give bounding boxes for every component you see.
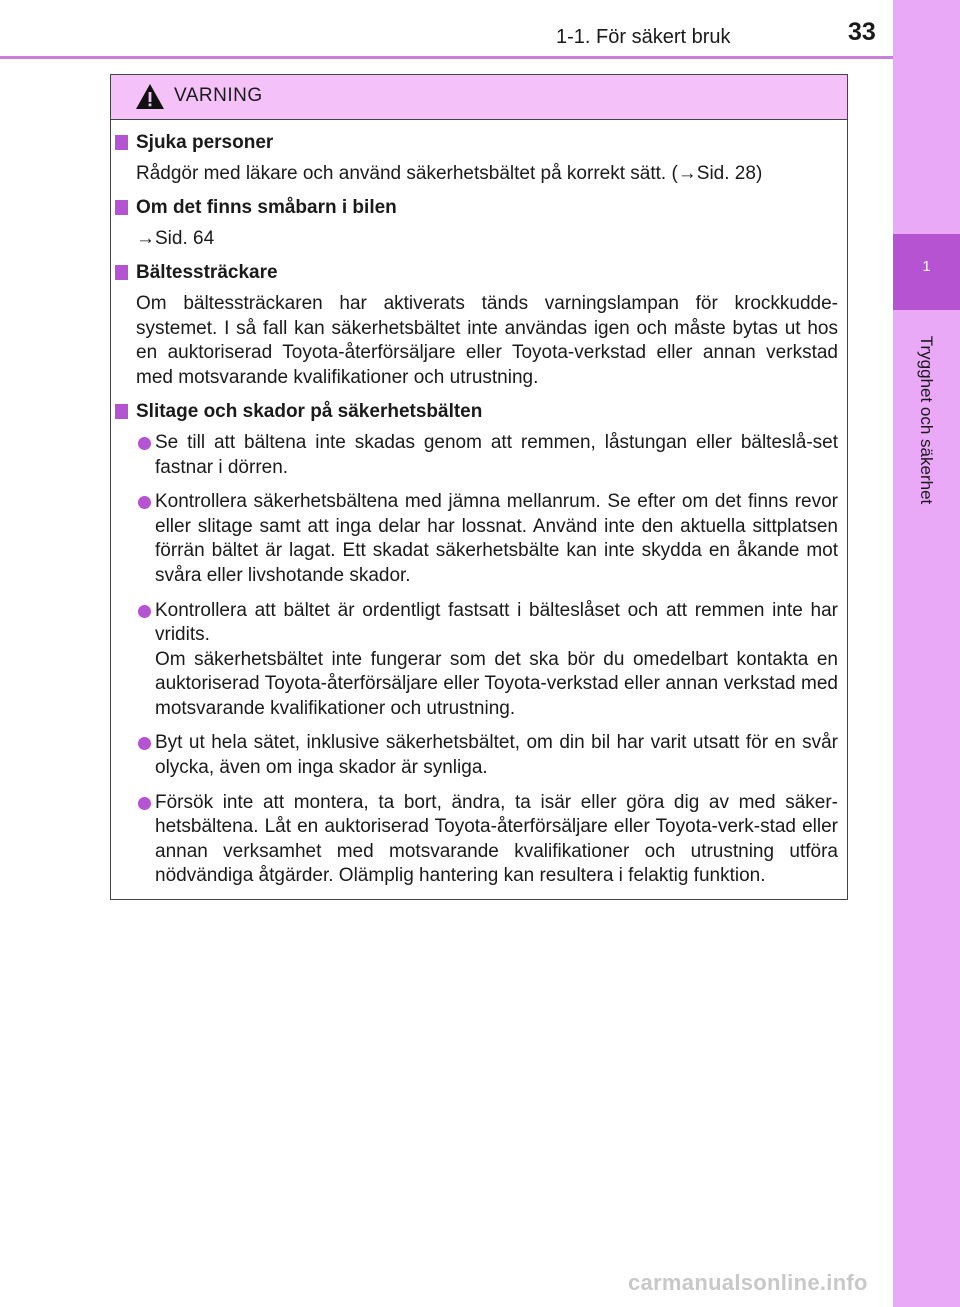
warning-title: VARNING <box>174 85 263 106</box>
page-number: 33 <box>848 18 876 46</box>
running-header-section: 1-1. För säkert bruk <box>556 26 731 48</box>
page-reference-link[interactable]: →Sid. 64 <box>136 227 215 249</box>
round-bullet-icon <box>138 605 151 618</box>
list-item: Byt ut hela sätet, inklusive säkerhetsbältet, om din bil har varit utsatt för en svår olycka, även om inga skador är synliga. <box>111 731 847 780</box>
chapter-number-tab[interactable]: 1 <box>893 234 960 310</box>
watermark: carmanualsonline.info <box>628 1270 868 1295</box>
warning-header <box>111 75 847 120</box>
square-bullet-icon <box>115 404 128 419</box>
list-item: Kontrollera att bältet är ordentligt fastsatt i bälteslåset och att remmen inte har vridits. Om säkerhetsbältet inte fungerar som det ska bör du omedelbart kontakta en auktoriserad Toyota-återförsäljare eller Toyota-verkstad eller annan verkstad med motsvarande kvalifikationer och utrustning. <box>111 599 847 722</box>
square-bullet-icon <box>115 135 128 150</box>
warning-box <box>110 74 848 900</box>
warning-content <box>111 131 847 899</box>
section-heading: Bältessträckare <box>111 261 847 286</box>
list-item: Försök inte att montera, ta bort, ändra, ta isär eller göra dig av med säker-hetsbältena. Låt en auktoriserad Toyota-återförsäljare eller Toyota-verk-stad eller annan verksamhet med motsvarande kvalifikationer och utrustning utföra nödvändiga åtgärder. Olämplig hantering kan resultera i felaktig funktion. <box>111 791 847 889</box>
round-bullet-icon <box>138 496 151 509</box>
header-rule <box>0 56 893 59</box>
section-heading: Om det finns småbarn i bilen <box>111 196 847 221</box>
square-bullet-icon <box>115 200 128 215</box>
list-item: Kontrollera säkerhetsbältena med jämna mellanrum. Se efter om det finns revor eller slitage samt att inga delar har lossnat. Använd inte den aktuella sittplatsen förrän bältet är lagat. Ett skadat säkerhetsbälte kan inte skydda en åkande mot svåra eller livshotande skador. <box>111 490 847 588</box>
chapter-title: Trygghet och säkerhet <box>917 335 936 505</box>
section-heading: Slitage och skador på säkerhetsbälten <box>111 400 847 425</box>
section-text: Rådgör med läkare och använd säkerhetsbältet på korrekt sätt. (→Sid. 28) <box>136 162 763 184</box>
round-bullet-icon <box>138 797 151 810</box>
list-item: Se till att bältena inte skadas genom att remmen, låstungan eller bälteslå-set fastnar i dörren. <box>111 431 847 480</box>
section-text: Om bältessträckaren har aktiverats tänds varningslampan för krockkudde-systemet. I så fall kan säkerhetsbältet inte användas igen och måste bytas ut hos en auktoriserad Toyota-återförsäljare eller Toyota-verkstad eller annan verkstad med motsvarande kvalifikationer och utrustning. <box>136 292 838 388</box>
warning-triangle-icon <box>135 83 165 111</box>
section-heading: Sjuka personer <box>111 131 847 156</box>
round-bullet-icon <box>138 437 151 450</box>
side-tab <box>893 0 960 1307</box>
round-bullet-icon <box>138 737 151 750</box>
square-bullet-icon <box>115 265 128 280</box>
